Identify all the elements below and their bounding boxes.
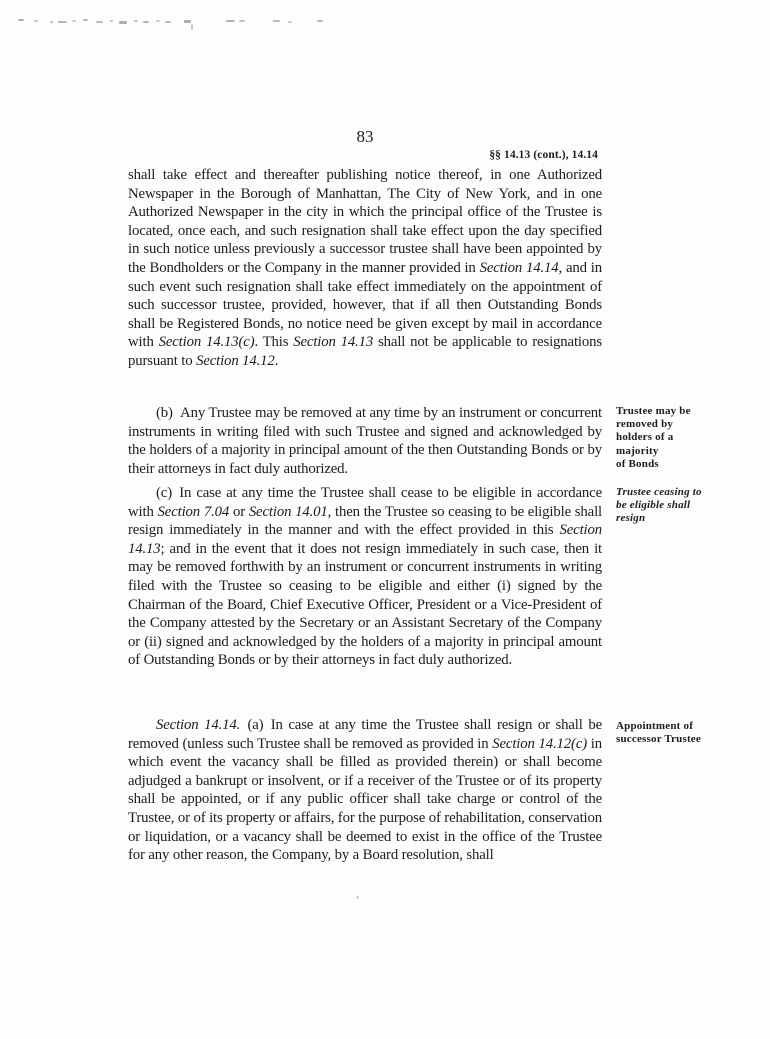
margin-note-line: of Bonds bbox=[616, 457, 659, 470]
margin-note-line: be eligible shall bbox=[616, 499, 691, 512]
note-trustee-removal-by-bondholders bbox=[616, 405, 756, 471]
section-reference: Section 14.13 bbox=[293, 334, 374, 351]
margin-note-line: Trustee may be bbox=[616, 405, 691, 417]
running-section-header: §§ 14.13 (cont.), 14.14 bbox=[489, 149, 598, 161]
text-run: in which event the vacancy shall be filled as provided therein) or shall become adjudged a bankrupt or insolvent, or if a receiver of the Trustee or of its property shall be appointed, or if any public officer shall take charge or control of the Trustee, or of its property or affairs, for the purpose of rehabilitation, conservation or liquidation, or a vacancy shall be deemed to exist in the office of the Trustee for any other reason, the Company, by a Board resolution, shall bbox=[128, 735, 602, 864]
note-trustee-ceasing-eligible bbox=[616, 486, 756, 526]
margin-note-line: Trustee ceasing to bbox=[616, 486, 702, 498]
text-run: . bbox=[274, 352, 279, 369]
paragraph-14-13-c bbox=[128, 484, 602, 670]
page-number: 83 bbox=[356, 127, 374, 146]
margin-note-line: removed by bbox=[616, 418, 674, 431]
section-reference: Section 14.13 bbox=[128, 522, 602, 557]
text-run: , then the Trustee so ceasing to be eligible shall resign immediately in the manner and with the effect provided in this bbox=[128, 503, 602, 539]
text-run: (c) In case at any time the Trustee shall cease to be eligible in accordance with bbox=[128, 485, 602, 520]
text-run: shall not be applicable to resignations pursuant to bbox=[128, 334, 602, 369]
text-run: (a) In case at any time the Trustee shall resign or shall be removed (unless such Trustee shall be removed as provided in bbox=[128, 717, 602, 752]
margin-note-line: majority bbox=[616, 444, 659, 457]
margin-note-line: holders of a bbox=[616, 431, 674, 444]
margin-note-line: resign bbox=[616, 512, 646, 525]
margin-note-line: Appointment of bbox=[616, 720, 694, 732]
section-reference: Section 14.13(c) bbox=[158, 334, 255, 351]
section-reference: Section 14.01 bbox=[248, 503, 328, 520]
paragraph-14-13-b bbox=[128, 404, 602, 478]
text-run: ; and in the event that it does not resign immediately in such case, then it may be removed forthwith by an instrument or concurrent instruments in writing filed with the Trustee so ceasing to be eligible and either (i) signed by the Chairman of the Board, Chief Executive Officer, President or a Vice-President of the Company attested by the Secretary or an Assistant Secretary of the Company or (ii) signed and acknowledged by the holders of a majority in principal amount of Outstanding Bonds or by their attorneys in fact duly authorized. bbox=[128, 540, 602, 669]
text-run: , and in such event such resignation shall take effect immediately on the appointment of such successor trustee, provided, however, that if all then Outstanding Bonds shall be Registered Bonds, no notice need be given except by mail in accordance with bbox=[128, 259, 602, 351]
section-reference: Section 14.12(c) bbox=[492, 735, 588, 752]
scan-speck bbox=[356, 896, 359, 899]
section-reference: Section 14.14. bbox=[156, 717, 241, 733]
section-reference: Section 14.12 bbox=[196, 352, 275, 369]
paragraph-14-14-a bbox=[128, 716, 602, 865]
section-reference: Section 14.14 bbox=[479, 259, 559, 276]
note-appointment-successor bbox=[616, 720, 756, 746]
text-run: . This bbox=[254, 334, 294, 351]
section-reference: Section 7.04 bbox=[157, 503, 230, 520]
text-run: or bbox=[229, 503, 249, 520]
text-run: shall take effect and thereafter publishing notice thereof, in one Authorized Newspaper in the Borough of Manhattan, The City of New York, and in one Authorized Newspaper in the city in which the principal office of the Trustee is located, once each, and such resignation shall take effect upon the day specified in such notice unless previously a successor trustee shall have been appointed by the Bondholders or the Company in the manner provided in bbox=[128, 167, 602, 276]
text-run: (b) Any Trustee may be removed at any time by an instrument or concurrent instruments in writing filed with such Trustee and signed and acknowledged by the holders of a majority in principal amount of the then Outstanding Bonds or by their attorneys in fact duly authorized. bbox=[128, 405, 602, 477]
paragraph-14-13-a-continuation bbox=[128, 166, 602, 371]
margin-note-line: successor Trustee bbox=[616, 733, 701, 746]
